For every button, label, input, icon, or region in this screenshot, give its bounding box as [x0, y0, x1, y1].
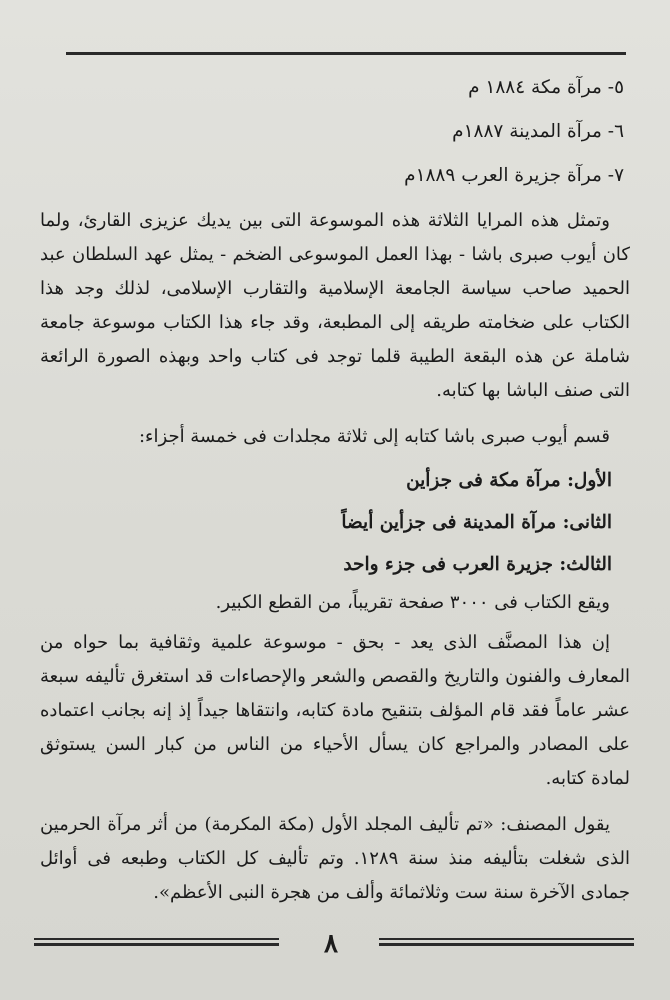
list-item-medina: ٦- مرآة المدينة ١٨٨٧م: [452, 121, 624, 142]
header-rule: [66, 52, 626, 55]
page-number: ٨: [324, 929, 338, 959]
paragraph-author-method: إن هذا المصنَّف الذى يعد - بحق - موسوعة علمية وثقافية بما حواه من المعارف والفنون والتاريخ والقصص والشعر والإحصاءات قد استغرق تأليفه سبعة عشر عاماً فقد قام المؤلف بتنقيح مادة كتابه، وانتقاها جيداً إذ إنه بجانب اعتماده على المصادر والمراجع كان يسأل الأحياء من الناس من كبار السن يستوثق لمادة كتابه.: [40, 632, 630, 789]
part-one: الأول: مرآة مكة فى جزأين: [406, 470, 612, 491]
part-three: الثالث: جزيرة العرب فى جزء واحد: [343, 554, 612, 575]
list-item-mecca: ٥- مرآة مكة ١٨٨٤ م: [468, 77, 624, 98]
list-item-arabian-peninsula: ٧- مرآة جزيرة العرب ١٨٨٩م: [404, 165, 624, 186]
paragraph-page-count: ويقع الكتاب فى ٣٠٠٠ صفحة تقريباً، من القطع الكبير.: [215, 592, 610, 613]
footer-rule-left: [34, 938, 279, 946]
paragraph-encyclopedia-intro: وتمثل هذه المرايا الثلاثة هذه الموسوعة التى بين يديك عزيزى القارئ، ولما كان أيوب صبرى باشا - بهذا العمل الموسوعى الضخم - يمثل عهد السلطان عبد الحميد صاحب سياسة الجامعة الإسلامية والتقارب الإسلامى، لذلك وجد هذا الكتاب على ضخامته طريقه إلى المطبعة، وقد جاء هذا الكتاب موسوعة جامعة شاملة عن هذه البقعة الطيبة قلما توجد فى كتاب واحد وبهذه الصورة الرائعة التى صنف الباشا بها كتابه.: [40, 210, 630, 401]
footer-rule-right: [379, 938, 634, 946]
page-body: [40, 66, 630, 910]
page-footer: [34, 924, 634, 964]
part-two: الثانى: مرآة المدينة فى جزأين أيضاً: [341, 512, 612, 533]
paragraph-author-quote: يقول المصنف: «تم تأليف المجلد الأول (مكة المكرمة) من أثر مرآة الحرمين الذى شغلت بتأليفه منذ سنة ١٢٨٩. وتم تأليف كل الكتاب وطبعه فى أوائل جمادى الآخرة سنة ست وثلاثمائة وألف من هجرة النبى الأعظم».: [40, 814, 630, 903]
paragraph-book-division: قسم أيوب صبرى باشا كتابه إلى ثلاثة مجلدات فى خمسة أجزاء:: [138, 426, 610, 447]
